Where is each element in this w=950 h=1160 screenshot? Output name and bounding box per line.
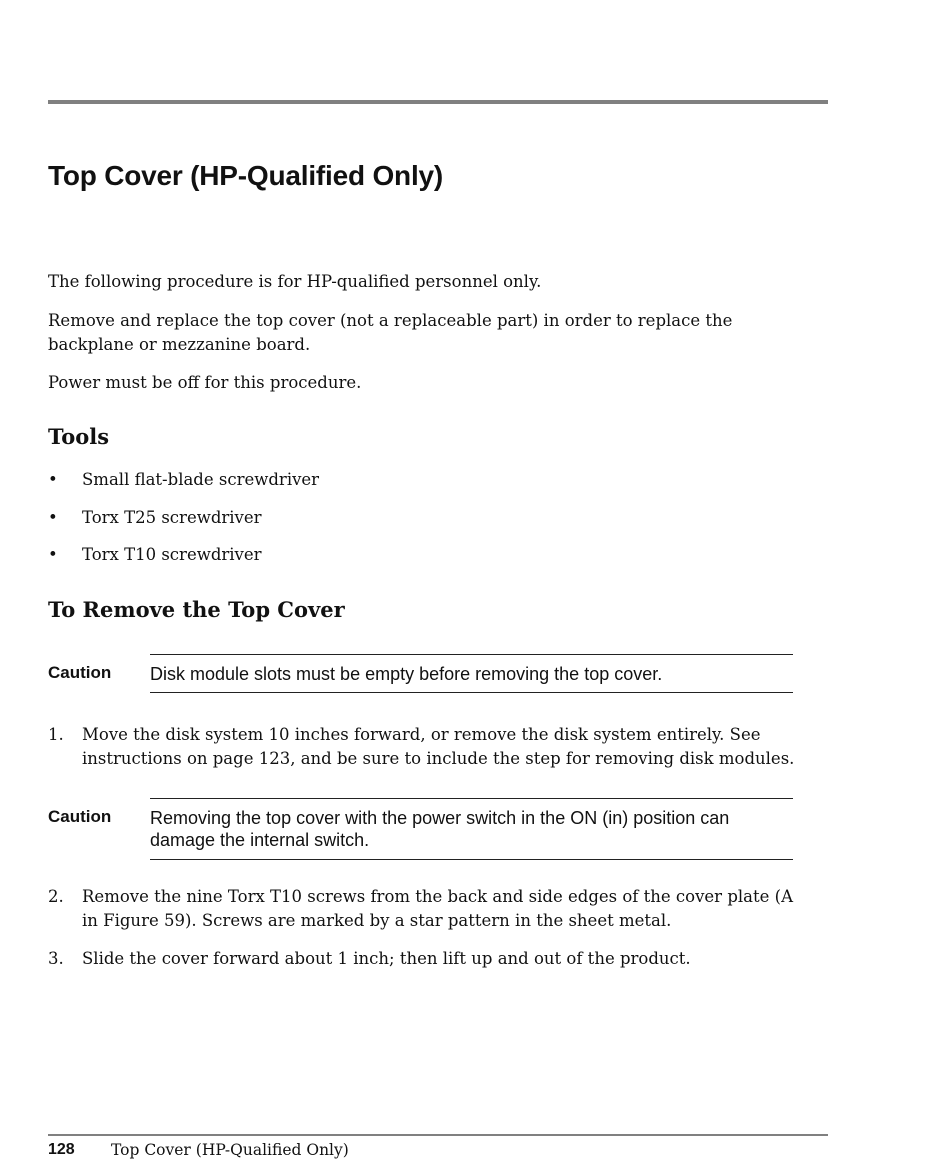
- header-rule: [48, 100, 828, 104]
- page-title: Top Cover (HP-Qualified Only): [48, 160, 444, 191]
- step-number: 2.: [48, 887, 64, 906]
- intro-paragraph-3: Power must be off for this procedure.: [48, 373, 362, 392]
- caution-note: [48, 798, 793, 860]
- caution-text: Removing the top cover with the power switch in the ON (in) position can damage the internal switch.: [150, 798, 793, 860]
- tools-heading: Tools: [48, 424, 110, 449]
- page-number: 128: [48, 1141, 75, 1158]
- intro-paragraph-2: Remove and replace the top cover (not a replaceable part) in order to replace the backplane or mezzanine board.: [48, 311, 733, 354]
- intro-paragraph-1: The following procedure is for HP-qualified personnel only.: [48, 272, 542, 291]
- step-text: Move the disk system 10 inches forward, or remove the disk system entirely. See instructions on page 123, and be sure to include the step for removing disk modules.: [82, 725, 795, 768]
- step-text: Remove the nine Torx T10 screws from the back and side edges of the cover plate (A in Figure 59). Screws are marked by a star pattern in the sheet metal.: [82, 887, 793, 930]
- caution-text: Disk module slots must be empty before removing the top cover.: [150, 654, 793, 693]
- bullet-icon: •: [48, 545, 58, 564]
- tool-item-label: Torx T10 screwdriver: [82, 545, 262, 564]
- caution-note: [48, 654, 793, 694]
- bullet-icon: •: [48, 470, 58, 489]
- running-title: Top Cover (HP-Qualified Only): [111, 1141, 349, 1159]
- step-text: Slide the cover forward about 1 inch; then lift up and out of the product.: [82, 949, 691, 968]
- caution-label: Caution: [48, 807, 112, 826]
- caution-label: Caution: [48, 663, 112, 682]
- tool-item-label: Small flat-blade screwdriver: [82, 470, 320, 489]
- step-number: 1.: [48, 725, 64, 744]
- footer-rule: [48, 1134, 828, 1136]
- bullet-icon: •: [48, 508, 58, 527]
- remove-heading: To Remove the Top Cover: [48, 597, 345, 622]
- tool-item-label: Torx T25 screwdriver: [82, 508, 262, 527]
- step-number: 3.: [48, 949, 64, 968]
